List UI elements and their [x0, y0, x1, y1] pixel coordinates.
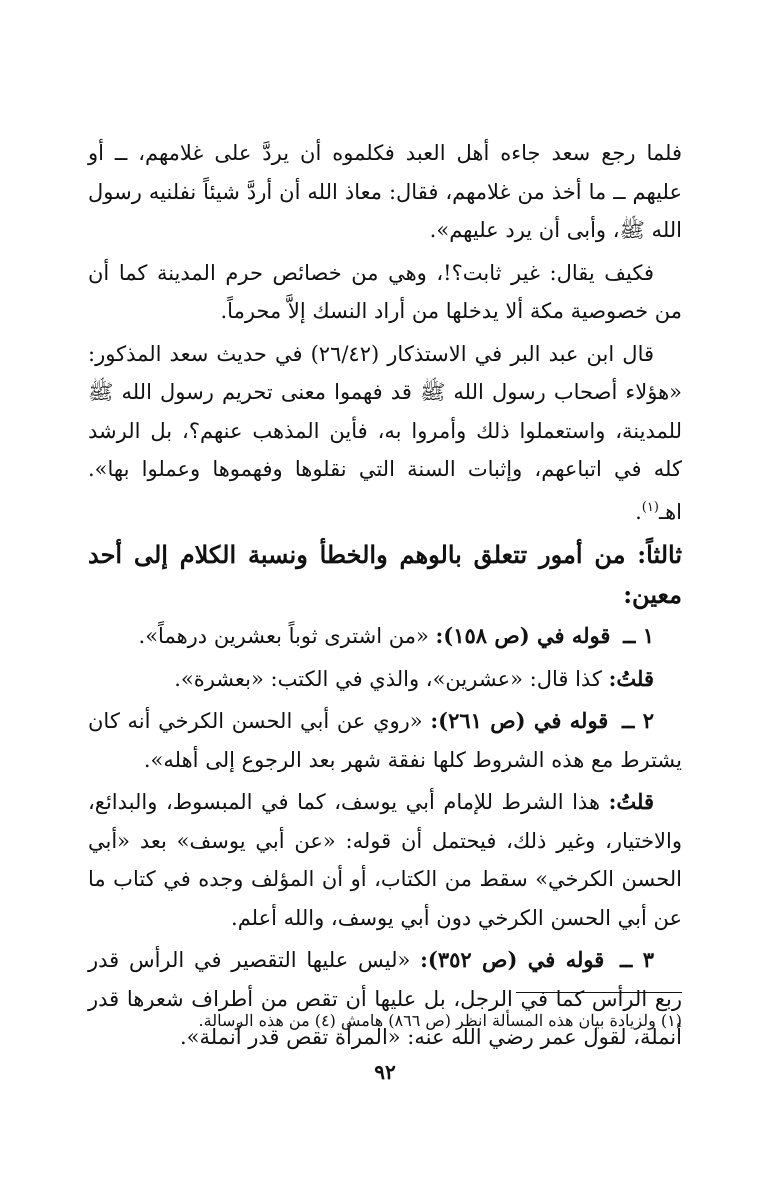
footnote-divider	[516, 992, 682, 993]
note-1-label: قلتُ:	[608, 665, 654, 691]
item-1	[88, 617, 682, 656]
note-2-label: قلتُ:	[608, 789, 654, 814]
note-1	[88, 660, 682, 699]
page-number: ٩٢	[374, 1060, 396, 1084]
note-2-text: هذا الشرط للإمام أبي يوسف، كما في المبسوط، والبدائع، والاختيار، وغير ذلك، فيحتمل أن قوله: «عن أبي يوسف» بعد «أبي الحسن الكرخي» سقط من الكتاب، أو أن المؤلف وجده في كتاب ما عن أبي الحسن الكرخي دون أبي يوسف، والله أعلم.	[88, 790, 682, 930]
paragraph-1: فلما رجع سعد جاءه أهل العبد فكلموه أن يردَّ على غلامهم، ــ أو عليهم ــ ما أخذ من غلامهم، فقال: معاذ الله أن أردَّ شيئاً نفلنيه رسول الله ﷺ، وأبى أن يرد عليهم».	[88, 141, 682, 242]
paragraph-2: فكيف يقال: غير ثابت؟!، وهي من خصائص حرم المدينة كما أن من خصوصية مكة ألا يدخلها من أراد النسك إلاَّ محرماً.	[88, 260, 682, 323]
footnote-reference[interactable]: (١)	[641, 499, 659, 515]
item-1-number: ١ ــ	[623, 623, 654, 648]
page-body	[88, 134, 682, 1061]
item-1-label: قوله في (ص ١٥٨):	[435, 623, 611, 648]
section-heading: ثالثاً: من أمور تتعلق بالوهم والخطأ ونسبة الكلام إلى أحد معين:	[88, 540, 682, 609]
paragraph-3-text: قال ابن عبد البر في الاستذكار (٢٦/٤٢) في حديث سعد المذكور: «هؤلاء أصحاب رسول الله ﷺ قد فهموا معنى تحريم رسول الله ﷺ للمدينة، واستعملوا ذلك وأمروا به، فأين المذهب عنهم؟، بل الرشد كله في اتباعهم، وإثبات السنة التي نقلوها وفهموها وعملوا بها». اهـ	[88, 341, 682, 524]
item-2-number: ٢ ــ	[622, 708, 654, 733]
paragraph-3: قال ابن عبد البر في الاستذكار (٢٦/٤٢) في حديث سعد المذكور: «هؤلاء أصحاب رسول الله ﷺ قد فهموا معنى تحريم رسول الله ﷺ للمدينة، واستعملوا ذلك وأمروا به، فأين المذهب عنهم؟، بل الرشد كله في اتباعهم، وإثبات السنة التي نقلوها وفهموها وعملوا بها». اهـ$^{(١)}$.	[88, 341, 682, 524]
item-2	[88, 702, 682, 779]
footnote-text: ولزيادة بيان هذه المسألة انظر (ص ٨٦٦) هامش (٤) من هذه الرسالة.	[198, 1011, 656, 1030]
footnote-number: (١)	[660, 1011, 682, 1030]
note-2	[88, 783, 682, 937]
item-3-label: قوله في (ص ٣٥٢):	[420, 947, 605, 972]
item-2-text: «روي عن أبي الحسن الكرخي أنه كان يشترط مع هذه الشروط كلها نفقة شهر بعد الرجوع إلى أهله».	[88, 709, 682, 772]
footnote	[88, 1008, 682, 1034]
item-1-text: «من اشترى ثوباً بعشرين درهماً».	[138, 624, 429, 648]
item-3-text: «ليس عليها التقصير في الرأس قدر ربع الرأس كما في الرجل، بل عليها أن تقص من أطراف شعرها قدر أنملة، لقول عمر رضي الله عنه: «المرأة تقص قدر أنملة».	[88, 948, 682, 1049]
item-3	[88, 941, 682, 1057]
item-2-label: قوله في (ص ٢٦١):	[430, 708, 609, 733]
item-3-number: ٣ ــ	[620, 947, 654, 972]
note-1-text: كذا قال: «عشرين»، والذي في الكتب: «بعشرة».	[174, 666, 602, 691]
